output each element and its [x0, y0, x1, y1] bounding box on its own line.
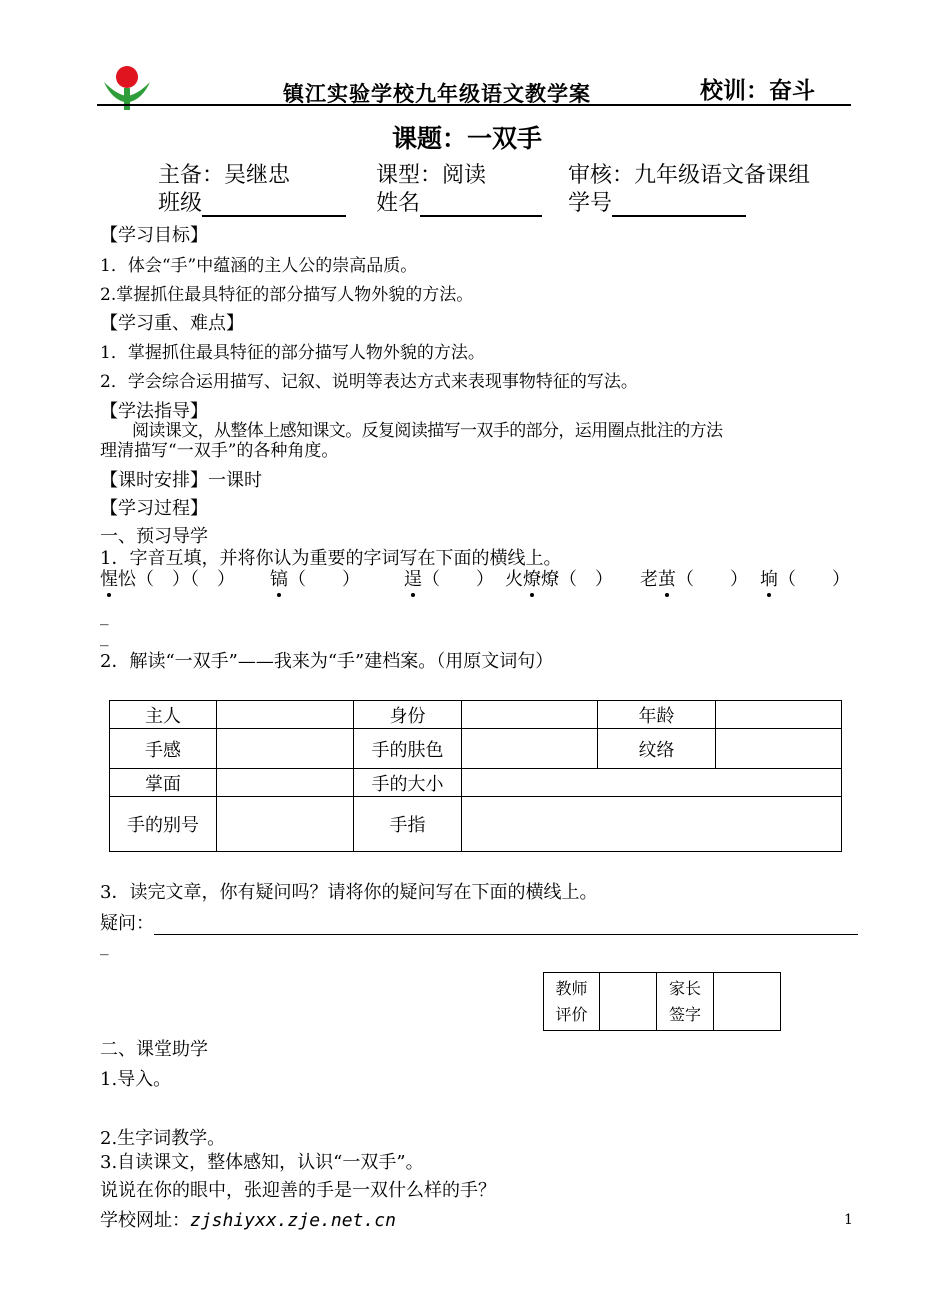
- parent-sign-blank[interactable]: [714, 973, 781, 1031]
- keypoint-item: 2．学会综合运用描写、记叙、说明等表达方式来表现事物特征的写法。: [100, 372, 638, 392]
- method-heading: 【学法指导】: [100, 401, 208, 422]
- goal-item: 1．体会“手”中蕴涵的主人公的崇高品质。: [100, 256, 418, 276]
- word-item: [404, 569, 494, 591]
- name-blank[interactable]: [420, 193, 542, 217]
- cell-label: 身份: [354, 701, 462, 729]
- method-text-line1: 阅读课文，从整体上感知课文。反复阅读描写一双手的部分，运用圈点批注的方法: [132, 421, 723, 441]
- cell-blank[interactable]: [462, 729, 598, 769]
- evaluation-box: [543, 972, 781, 1031]
- cell-blank[interactable]: [217, 701, 354, 729]
- word-item: [760, 569, 850, 591]
- word-item: 火燎燎（ ）: [505, 569, 613, 590]
- dotted-char: 镐: [270, 569, 288, 590]
- keypoints-heading: 【学习重、难点】: [100, 313, 244, 334]
- section2-item: 2.生字词教学。: [100, 1128, 226, 1149]
- answer-line-stub[interactable]: _: [100, 936, 109, 956]
- question-1: 1．字音互填，并将你认为重要的字词写在下面的横线上。: [100, 548, 562, 569]
- teacher-eval-label: 教师 评价: [544, 973, 600, 1031]
- cell-label: 年龄: [598, 701, 716, 729]
- cell-label: 手感: [110, 729, 217, 769]
- hand-profile-table: [109, 700, 842, 852]
- class-blank[interactable]: [202, 193, 346, 217]
- question-label: 疑问：: [100, 913, 154, 934]
- teacher-eval-blank[interactable]: [600, 973, 657, 1031]
- id-field[interactable]: [568, 191, 746, 217]
- section2-item: 说说在你的眼中，张迎善的手是一双什么样的手？: [100, 1180, 496, 1201]
- pinyin-blank[interactable]: （ ）: [778, 569, 850, 590]
- pinyin-blank[interactable]: （ ）（ ）: [136, 569, 235, 590]
- word-item: 老茧（ ）: [640, 569, 748, 590]
- goals-heading: 【学习目标】: [100, 225, 208, 246]
- id-blank[interactable]: [612, 193, 746, 217]
- pinyin-blank[interactable]: （ ）: [422, 569, 494, 590]
- preparer: 主备：吴继忠: [158, 163, 291, 188]
- question-field[interactable]: [100, 913, 858, 935]
- school-motto: 校训：奋斗: [700, 77, 815, 104]
- schedule: 【课时安排】一课时: [100, 470, 262, 491]
- answer-line-stub[interactable]: _: [100, 606, 109, 626]
- pinyin-blank[interactable]: （ ）: [676, 569, 748, 590]
- cell-blank[interactable]: [716, 729, 842, 769]
- name-label: 姓名: [376, 191, 421, 216]
- question-2: 2．解读“一双手”——我来为“手”建档案。（用原文词句）: [100, 651, 554, 672]
- method-text-line2: 理清描写“一双手”的各种角度。: [100, 441, 339, 461]
- cell-label: 主人: [110, 701, 217, 729]
- cell-label: 掌面: [110, 769, 217, 797]
- dotted-char: 茧: [658, 569, 676, 590]
- cell-blank[interactable]: [462, 701, 598, 729]
- cell-blank[interactable]: [217, 729, 354, 769]
- website-label: 学校网址：: [100, 1210, 190, 1231]
- pinyin-blank[interactable]: （ ）: [559, 569, 613, 590]
- website-url[interactable]: zjshiyxx.zje.net.cn: [190, 1210, 396, 1231]
- id-label: 学号: [568, 191, 613, 216]
- process-heading: 【学习过程】: [100, 498, 208, 519]
- cell-blank[interactable]: [462, 769, 842, 797]
- section1-heading: 一、预习导学: [100, 526, 208, 547]
- cell-label: 手指: [354, 797, 462, 852]
- class-field[interactable]: [158, 191, 346, 217]
- lesson-type: 课型：阅读: [376, 163, 487, 188]
- cell-blank[interactable]: [217, 797, 354, 852]
- cell-label: 纹络: [598, 729, 716, 769]
- reviewer: 审核：九年级语文备课组: [568, 163, 811, 188]
- name-field[interactable]: [376, 191, 542, 217]
- school-title: 镇江实验学校九年级语文教学案: [283, 81, 591, 106]
- dotted-char: 垧: [760, 569, 778, 590]
- school-website: [100, 1210, 396, 1232]
- section2-item: 3.自读课文，整体感知，认识“一双手”。: [100, 1152, 424, 1173]
- section2-heading: 二、课堂助学: [100, 1039, 208, 1060]
- cell-blank[interactable]: [462, 797, 842, 852]
- header-divider: [97, 104, 851, 106]
- dotted-char: 燎: [523, 569, 541, 590]
- cell-blank[interactable]: [217, 769, 354, 797]
- page-number: 1: [844, 1212, 853, 1228]
- goal-item: 2.掌握抓住最具特征的部分描写人物外貌的方法。: [100, 285, 474, 305]
- question-3: 3．读完文章，你有疑问吗？请将你的疑问写在下面的横线上。: [100, 882, 598, 903]
- section2-item: 1.导入。: [100, 1069, 172, 1090]
- cell-blank[interactable]: [716, 701, 842, 729]
- lesson-title: 课题：一双手: [392, 124, 543, 153]
- class-label: 班级: [158, 191, 203, 216]
- word-item: [270, 569, 360, 591]
- dotted-char: 惺: [100, 569, 118, 590]
- cell-label: 手的肤色: [354, 729, 462, 769]
- word-item: 惺忪（ ）（ ）: [100, 569, 235, 590]
- parent-sign-label: 家长 签字: [657, 973, 714, 1031]
- keypoint-item: 1．掌握抓住最具特征的部分描写人物外貌的方法。: [100, 343, 485, 363]
- cell-label: 手的大小: [354, 769, 462, 797]
- dotted-char: 逞: [404, 569, 422, 590]
- answer-line-stub[interactable]: _: [100, 627, 109, 647]
- pinyin-blank[interactable]: （ ）: [288, 569, 360, 590]
- cell-label: 手的别号: [110, 797, 217, 852]
- question-blank[interactable]: [154, 914, 858, 935]
